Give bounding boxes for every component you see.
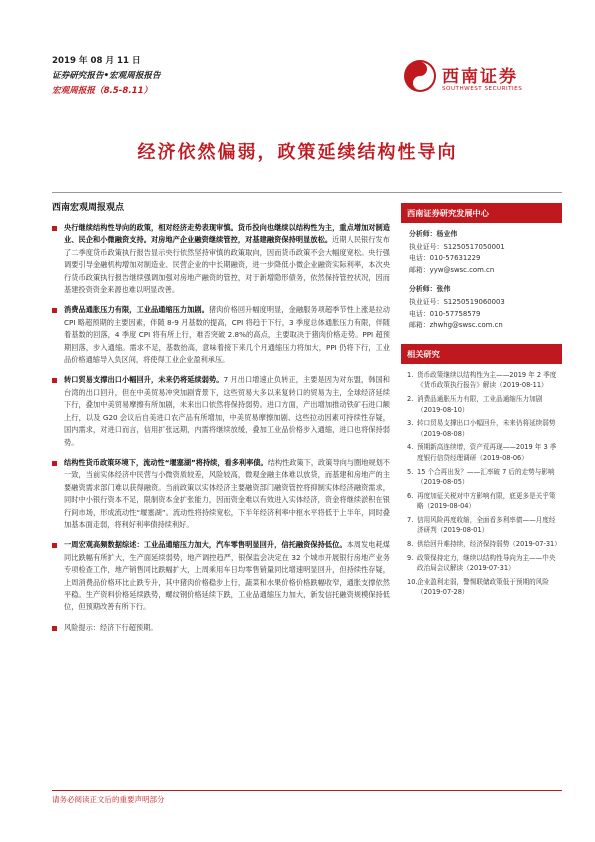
- report-header: [52, 54, 161, 99]
- related-item[interactable]: 6. 再度加征关税对中方影响有限，底更多是关乎策略（2019-08-04）: [407, 491, 556, 511]
- bullet-square-icon: [52, 626, 57, 631]
- paragraph-lead: 央行继续结构性导向的政策，相对经济走势表现审慎。货币投向也继续以结构性为主，重点增加对制造业、民企和小微融资支持。对房地产企业融资继续管控，对基建融资保持明显放松。: [64, 223, 390, 245]
- paragraph-body: 近期人民银行发布了二季度货币政策执行报告显示央行依然坚持审慎的政策取向，因而货币政策不会大幅度宽松。央行强调要引导金融机构增加对制造业、民营企业的中长期融资，进一步降低小微企业融资实际利率，本次央行货币政策执行报告继续强调加强对房地产融资的管控，对于新增隐形债务，依然保持管控状况，因而基建投资资金来源也难以明显改善。: [64, 235, 390, 295]
- company-logo: [402, 58, 562, 98]
- analyst-name: 分析师：张伟: [409, 285, 451, 294]
- sidebar: [401, 203, 562, 601]
- paragraph-body: 结构性政策下，政策导向与圈地规划不一致，当前实体经济中民营与小微资质较差，风险较高，微观金融主体难以放贷，而基建和房地产的主要融资需求部门难以获得融资。当前政策以实体经济主要融资部门融资管控将抑制实体经济融资需求，同时中小银行资本不足，限制资本金扩张能力，因而资金难以有效进入实体经济，资金将继续淤积在银行间市场，形成流动性“堰塞湖”。流动性将持续宽松，下半年经济利率中枢水平将低于上半年，同时叠加基本面走弱，将利好利率债持续利好。: [64, 457, 390, 529]
- related-title: 相关研究: [401, 344, 562, 364]
- summary-paragraph: [52, 304, 390, 366]
- summary-paragraph: [52, 457, 390, 531]
- related-item[interactable]: 8. 供给回升难持续，经济保持弱势（2019-07-31）: [407, 540, 561, 549]
- footer-divider: [52, 790, 562, 791]
- analyst-email[interactable]: 邮箱：yyw@swsc.com.cn: [409, 265, 495, 274]
- related-item[interactable]: 5. 15 个合再出发？——汇率破 7 后的走势与影响（2019-08-05）: [407, 467, 555, 487]
- paragraph-lead: 结构性货币政策环境下，流动性“堰塞湖”将持续，看多利率债。: [64, 457, 268, 467]
- logo-name-cn: 西南证券: [442, 67, 518, 87]
- analyst-cert: 执业证号：S1250517050001: [409, 242, 505, 251]
- paragraph-lead: 消费品通胀压力有限，工业品通缩压力加剧。: [64, 305, 209, 315]
- summary-paragraph: [52, 539, 390, 613]
- summary-paragraph: [52, 222, 390, 296]
- analyst-card: [401, 223, 562, 334]
- footer-disclaimer: 请务必阅读正文后的重要声明部分: [52, 795, 165, 804]
- report-series: 宏观周报报（8.5-8.11）: [52, 86, 153, 96]
- report-category: 证券研究报告•宏观周报报告: [52, 71, 161, 81]
- divider: [52, 192, 562, 193]
- risk-text: 风险提示：经济下行超预期。: [64, 622, 158, 632]
- bullet-square-icon: [52, 461, 57, 466]
- related-item[interactable]: 7. 信用风险再度收缩，全面看多利率债——月度经济研判（2019-08-01）: [407, 515, 556, 535]
- report-date: 2019 年 08 月 11 日: [52, 56, 141, 66]
- paragraph-body: 本周发电耗煤同比跌幅有所扩大，生产面延续弱势，地产调控趋严，银保监会决定在 32 个城市开展银行房地产业务专项检查工作，地产销售同比跌幅扩大，上周乘用车日均零售销量同比增速明显回升，但持续性存疑，上周消费品价格环比止跌专升，其中猪肉价格稳步上行，蔬菜和水果价格价格跌幅收窄，通胀支撑依然平稳。生产资料价格延续跌势，螺纹钢价格延续下跌，工业品通缩压力加大，新发信托融资规模保持低位，但预期改善有所下行。: [64, 540, 390, 612]
- related-research: [401, 344, 562, 598]
- logo-mark-icon: [402, 58, 438, 94]
- related-item[interactable]: 2. 消费品通胀压力有限，工业品通缩压力加剧（2019-08-10）: [407, 394, 543, 414]
- related-item[interactable]: 3. 转口贸易支撑出口小幅回升，未来仍将延续弱势（2019-08-08）: [407, 419, 556, 438]
- team-title: 西南证券研究发展中心: [401, 203, 562, 223]
- risk-warning: [52, 622, 390, 634]
- section-title: 西南宏观周报观点: [52, 203, 125, 213]
- analyst-name: 分析师：杨业伟: [409, 230, 458, 238]
- logo-name-en: SOUTHWEST SECURITIES: [442, 86, 523, 92]
- paragraph-lead: 转口贸易支撑出口小幅回升，未来仍将延续弱势。: [64, 375, 224, 385]
- analyst-phone: 电话：010-57631229: [409, 254, 481, 263]
- analyst-email[interactable]: 邮箱：zhwhg@swsc.com.cn: [409, 321, 503, 330]
- analyst-phone: 电话：010-57758579: [409, 309, 481, 318]
- analyst-cert: 执业证号：S1250519060003: [409, 297, 505, 306]
- page-title: 经济依然偏弱，政策延续结构性导向: [137, 142, 458, 163]
- bullet-square-icon: [52, 308, 57, 313]
- paragraph-body: 猪肉价格回升幅度明显，金融服务项超季节性上涨是拉动 CPI 略超预期的主要因素，伴随 8-9 月基数的提高，CPI 将趋于下行，3 季度总体通胀压力有限，伴随着基数的回落，4 季度 CPI 将有所上行，难否突破 2.8%的高点，主要取决于猪肉价格走势。PPI 超预期回落，步入通缩。需求不足，基数抬高，意味着接下来几个月通缩压力将加大，PPI 仍将下行，工业品价格通缩导入负区间，将使得工业企业盈利承压。: [64, 305, 390, 365]
- summary-paragraph: [52, 374, 390, 448]
- related-item[interactable]: 1. 货币政策继续以结构性为主——2019 年 2 季度《货币政策执行报告》解读（2019-08-11）: [407, 370, 557, 390]
- bullet-square-icon: [52, 226, 57, 231]
- related-item[interactable]: 4. 预期新高连续增，资产荒再现——2019 年 3 季度银行信贷经理调研（2019-08-06）: [407, 443, 557, 462]
- related-item[interactable]: 10. 企业盈利走弱，警惕联储政策低于预期的风险（2019-07-28）: [407, 577, 549, 597]
- main-content: [52, 200, 390, 634]
- bullet-square-icon: [52, 543, 57, 548]
- bullet-square-icon: [52, 378, 57, 383]
- related-list: [401, 364, 562, 598]
- paragraph-body: 7 月出口增速止负转正，主要是因为对东盟，韩国和台湾的出口回升，但在中美贸易冲突加剧背景下，这些贸易大多以来复转口的贸易为主，全球经济延续下行，叠加中美贸易摩擦有所加剧，未来出口依然将保持弱势。进口方面，产出增加推动铁矿石进口额上行，以及 G20 会议后自美进口农产品有所增加，中美贸易摩擦加剧、这些拉动因素可持续性存疑，国内需求，对进口而言，信用扩张远期，内需将继续放缓，叠加工业品价格步入通缩，进口也将保持弱势。: [64, 375, 390, 447]
- related-item[interactable]: 9. 政策保持定力，继续以结构性导向为主——中央政治局会议解读（2019-07-31）: [407, 553, 556, 573]
- paragraph-lead: 一周宏观高频数据综述：工业品通缩压力加大，汽车零售明显回升，信托融资保持低位。: [64, 540, 347, 550]
